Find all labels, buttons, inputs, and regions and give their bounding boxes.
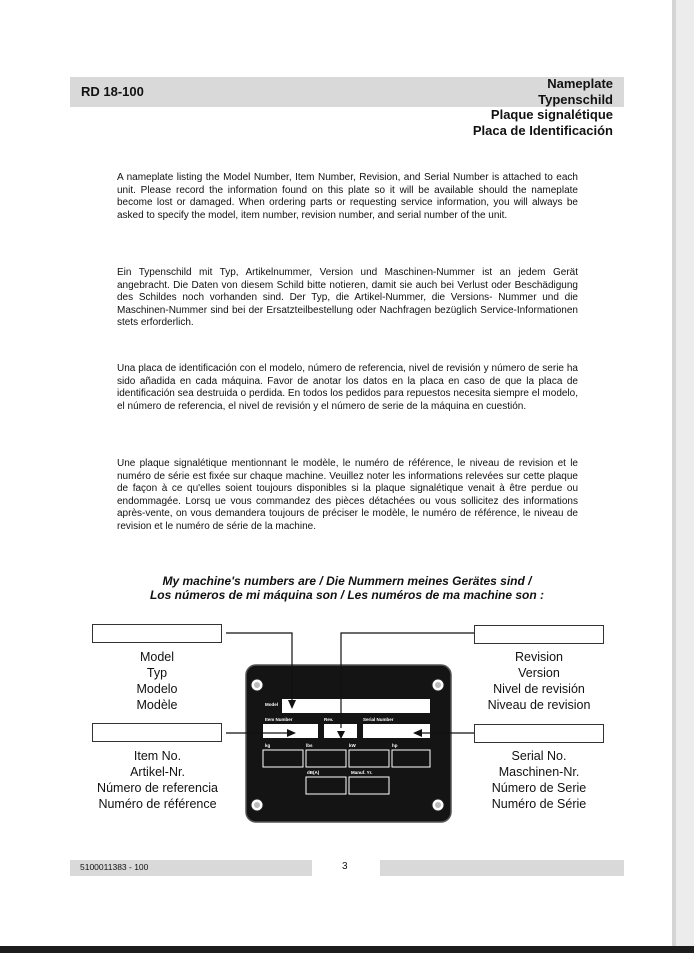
plate-label-kg: kg: [265, 743, 271, 748]
label-serial-en: Serial No.: [511, 749, 567, 763]
label-model-fr: Modèle: [136, 698, 178, 712]
document-id: RD 18-100: [81, 84, 144, 99]
plate-label-model: Model: [265, 702, 278, 707]
title-de: Typenschild: [538, 91, 613, 107]
label-revision-en: Revision: [515, 650, 563, 664]
plate-label-serial-number: Serial Number: [363, 717, 394, 722]
label-revision-es: Nivel de revisión: [493, 682, 585, 696]
label-item-de: Artikel-Nr.: [130, 765, 185, 779]
title-en: Nameplate: [547, 76, 613, 91]
paragraph-spanish: Una placa de identificación con el modelo, número de referencia, nivel de revisión y número de serie ha sido añadida en cada máquina. Favor de anotar los datos en la placa en caso de que la placa de identificación sea destruida o perdida. En todos los pedidos para repuestos necesita siempre el modelo, el número de referencia, el nivel de revisión y el número de serie de la máquina en cuestión.: [117, 363, 578, 412]
page-number: 3: [342, 861, 348, 872]
label-serial-es: Número de Serie: [491, 781, 587, 795]
title-fr: Plaque signalétique: [490, 107, 613, 122]
footer-bar-right: [380, 860, 624, 876]
revision-arrowhead: [337, 731, 345, 739]
label-model-es: Modelo: [136, 682, 178, 696]
label-item-fr: Numéro de référence: [98, 797, 217, 811]
title-es: Placa de Identificación: [472, 122, 613, 138]
serial-arrowhead: [413, 729, 422, 737]
label-model-en: Model: [139, 650, 175, 664]
paragraph-french: Une plaque signalétique mentionnant le modèle, le numéro de référence, le niveau de revision et le numéro de série est fixée sur chaque machine. Veuillez noter les informations relevées sur cette plaque de façon à ce qu'elles soient toujours disponibles si la plaque signalétique venait à être perdue ou endommagée. Lorsq ue vous commandez des pièces détachées ou vous sollicitez des informations après-vente, on vous demandera toujours de préciser le modèle, le numéro de référence, le niveau de revision et le numéro de série de la machine.: [117, 458, 578, 532]
plate-label-lbs: lbs: [306, 743, 313, 748]
label-item-en: Item No.: [133, 749, 182, 763]
plate-label-kw: kW: [349, 743, 356, 748]
plate-label-hp: hp: [392, 743, 398, 748]
footer-document-code: 5100011383 - 100: [80, 862, 149, 872]
label-serial-de: Maschinen-Nr.: [498, 765, 580, 779]
label-serial-fr: Numéro de Série: [491, 797, 587, 811]
numbers-heading-line1: My machine's numbers are / Die Nummern meines Gerätes sind /: [162, 574, 532, 588]
revision-pointer-line: [341, 633, 474, 728]
plate-label-dba: dB(A): [307, 770, 320, 775]
plate-label-rev: Rev.: [324, 717, 334, 722]
item-arrowhead: [287, 729, 296, 737]
label-item-es: Número de referencia: [97, 781, 218, 795]
label-model-de: Typ: [146, 666, 168, 680]
paragraph-english: A nameplate listing the Model Number, Item Number, Revision, and Serial Number is attached to each unit. Please record the information found on this plate so it will be available should the nameplate become lost or damaged. When ordering parts or requesting service information, you will always be asked to specify the model, item number, revision number, and serial number of the unit.: [117, 172, 578, 221]
plate-label-manuf-yr: Manuf. Yr.: [351, 770, 373, 775]
label-revision-de: Version: [518, 666, 560, 680]
plate-label-item-number: Item Number: [265, 717, 293, 722]
label-revision-fr: Niveau de revision: [487, 698, 591, 712]
model-arrowhead: [288, 700, 296, 709]
numbers-heading-line2: Los números de mi máquina son / Les numéros de ma machine son :: [149, 588, 545, 602]
paragraph-german: Ein Typenschild mit Typ, Artikelnummer, Version und Maschinen-Nummer ist an jedem Gerät angebracht. Die Daten von diesem Schild bitte notieren, damit sie auch bei Verlust oder Beschädigung des Schildes noch vorhanden sind. Der Typ, die Artikel-Nummer, die Versions- Nummer und die Maschinen-Nummer sind bei der Ersatzteilbestellung oder Nachfragen bezüglich Service-Informationen stets erforderlich.: [117, 267, 578, 329]
model-pointer-line: [226, 633, 292, 706]
